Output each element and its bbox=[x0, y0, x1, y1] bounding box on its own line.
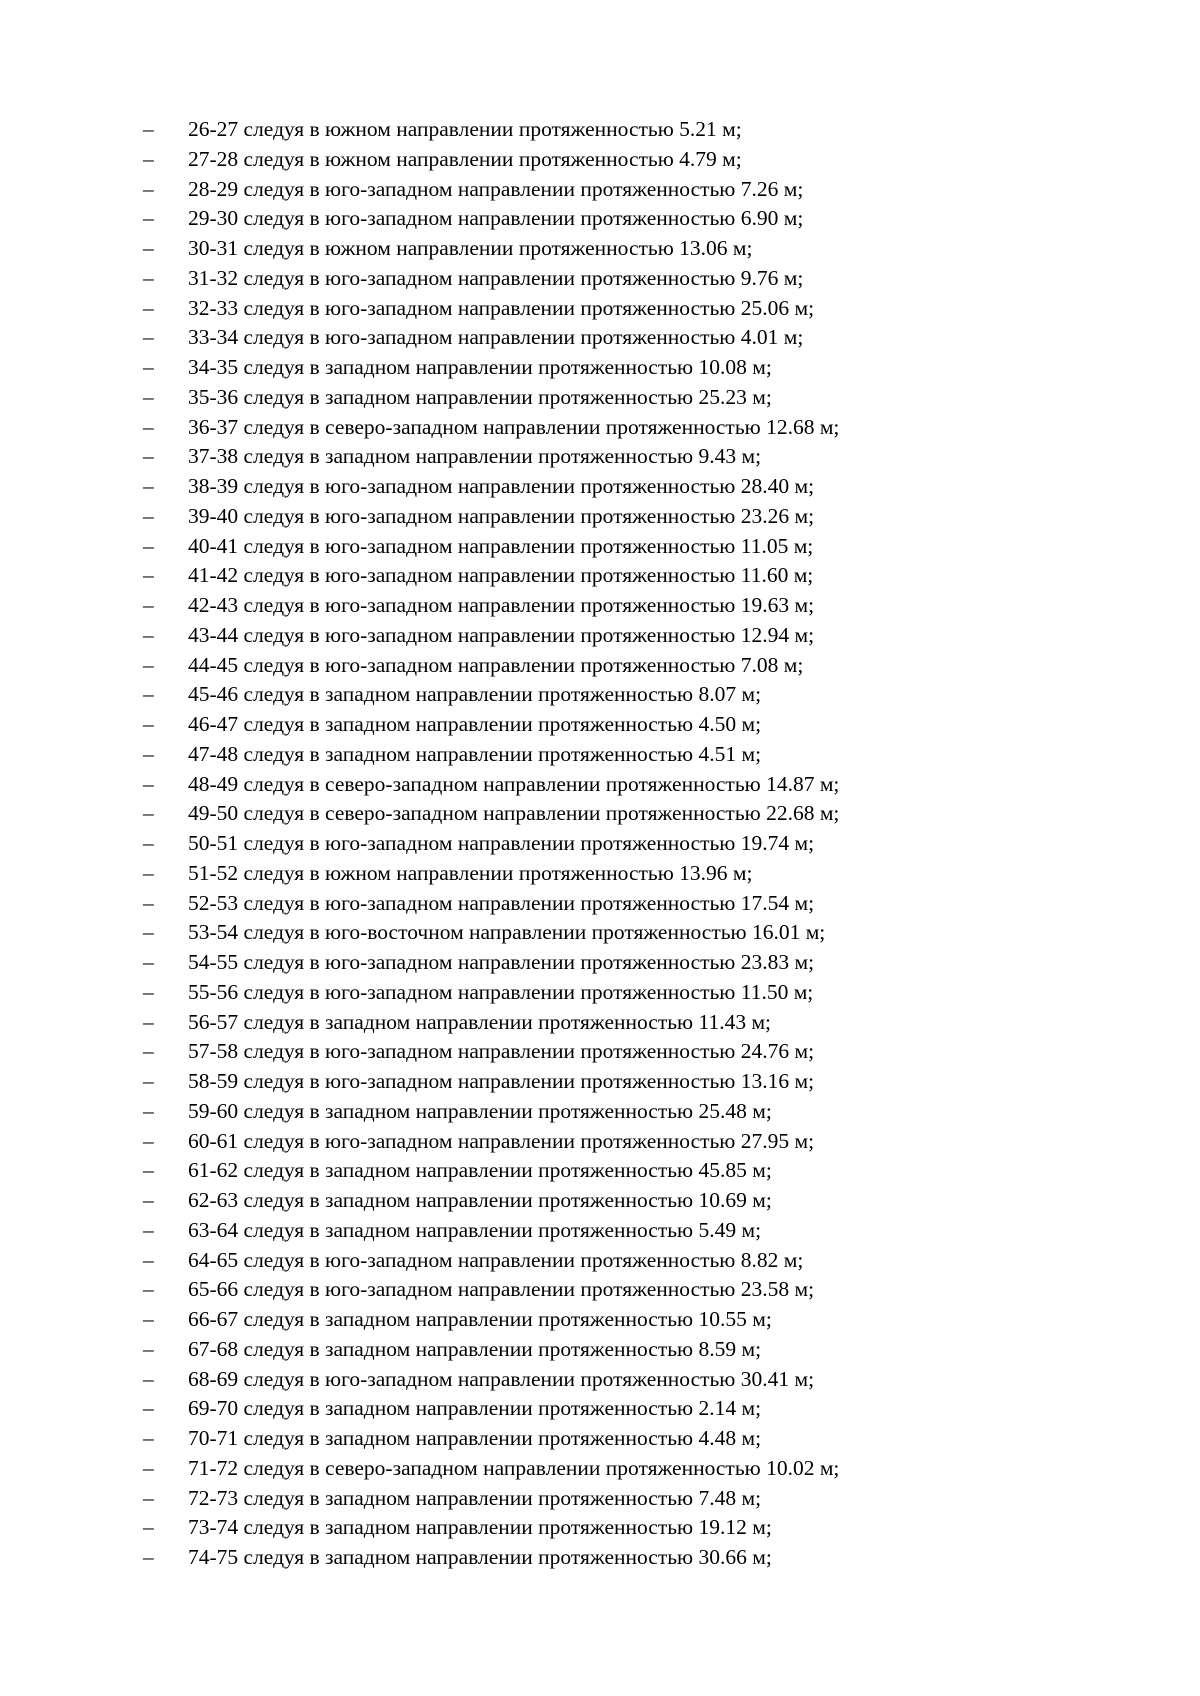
segment-description: 61-62 следуя в западном направлении протяженностью 45.85 м; bbox=[188, 1158, 772, 1183]
segment-description: 54-55 следуя в юго-западном направлении протяженностью 23.83 м; bbox=[188, 950, 815, 974]
segment-description: 50-51 следуя в юго-западном направлении протяженностью 19.74 м; bbox=[188, 831, 815, 855]
segment-description: 47-48 следуя в западном направлении протяженностью 4.51 м; bbox=[188, 741, 762, 766]
segment-description: 45-46 следуя в западном направлении протяженностью 8.07 м; bbox=[188, 682, 762, 707]
segment-description: 55-56 следуя в юго-западном направлении протяженностью 11.50 м; bbox=[188, 979, 814, 1004]
list-bullet-dash: – bbox=[143, 1158, 154, 1183]
list-bullet-dash: – bbox=[143, 920, 154, 945]
list-bullet-dash: – bbox=[143, 117, 154, 141]
list-bullet-dash: – bbox=[143, 682, 154, 707]
segment-description: 72-73 следуя в западном направлении протяженностью 7.48 м; bbox=[188, 1485, 762, 1510]
list-bullet-dash: – bbox=[143, 414, 154, 439]
segment-description: 41-42 следуя в юго-западном направлении протяженностью 11.60 м; bbox=[188, 563, 814, 588]
segment-description: 35-36 следуя в западном направлении протяженностью 25.23 м; bbox=[188, 384, 772, 409]
segment-description: 39-40 следуя в юго-западном направлении протяженностью 23.26 м; bbox=[188, 503, 815, 528]
list-bullet-dash: – bbox=[143, 1009, 154, 1034]
segment-description: 58-59 следуя в юго-западном направлении протяженностью 13.16 м; bbox=[188, 1069, 815, 1093]
list-bullet-dash: – bbox=[143, 1336, 154, 1361]
list-bullet-dash: – bbox=[143, 712, 154, 736]
segment-description: 67-68 следуя в западном направлении протяженностью 8.59 м; bbox=[188, 1336, 762, 1361]
list-bullet-dash: – bbox=[143, 979, 154, 1004]
segment-description: 29-30 следуя в юго-западном направлении протяженностью 6.90 м; bbox=[188, 206, 804, 231]
segment-description: 65-66 следуя в юго-западном направлении протяженностью 23.58 м; bbox=[188, 1277, 815, 1302]
list-bullet-dash: – bbox=[143, 474, 154, 498]
list-bullet-dash: – bbox=[143, 1247, 154, 1272]
segment-description: 42-43 следуя в юго-западном направлении протяженностью 19.63 м; bbox=[188, 593, 815, 617]
segment-description: 46-47 следуя в западном направлении протяженностью 4.50 м; bbox=[188, 712, 762, 736]
segment-description: 27-28 следуя в южном направлении протяженностью 4.79 м; bbox=[188, 146, 742, 171]
segment-description: 64-65 следуя в юго-западном направлении протяженностью 8.82 м; bbox=[188, 1247, 804, 1272]
segment-description: 48-49 следуя в северо-западном направлении протяженностью 14.87 м; bbox=[188, 771, 840, 796]
segment-description: 37-38 следуя в западном направлении протяженностью 9.43 м; bbox=[188, 444, 762, 469]
segment-description: 31-32 следуя в юго-западном направлении протяженностью 9.76 м; bbox=[188, 265, 804, 290]
segment-description: 49-50 следуя в северо-западном направлении протяженностью 22.68 м; bbox=[188, 801, 840, 826]
segment-description: 69-70 следуя в западном направлении протяженностью 2.14 м; bbox=[188, 1396, 762, 1421]
list-bullet-dash: – bbox=[143, 950, 154, 974]
segment-description: 52-53 следуя в юго-западном направлении протяженностью 17.54 м; bbox=[188, 890, 815, 915]
list-bullet-dash: – bbox=[143, 741, 154, 766]
list-bullet-dash: – bbox=[143, 236, 154, 260]
list-bullet-dash: – bbox=[143, 1128, 154, 1153]
list-bullet-dash: – bbox=[143, 1307, 154, 1331]
segment-description: 66-67 следуя в западном направлении протяженностью 10.55 м; bbox=[188, 1307, 772, 1331]
list-bullet-dash: – bbox=[143, 1426, 154, 1450]
segment-description: 56-57 следуя в западном направлении протяженностью 11.43 м; bbox=[188, 1009, 772, 1034]
segment-description: 44-45 следуя в юго-западном направлении протяженностью 7.08 м; bbox=[188, 652, 804, 677]
segment-description: 60-61 следуя в юго-западном направлении протяженностью 27.95 м; bbox=[188, 1128, 815, 1153]
list-bullet-dash: – bbox=[143, 831, 154, 855]
segment-description: 71-72 следуя в северо-западном направлении протяженностью 10.02 м; bbox=[188, 1455, 840, 1480]
list-bullet-dash: – bbox=[143, 325, 154, 350]
segment-description: 73-74 следуя в западном направлении протяженностью 19.12 м; bbox=[188, 1515, 772, 1540]
segment-description: 28-29 следуя в юго-западном направлении протяженностью 7.26 м; bbox=[188, 176, 804, 201]
segment-description: 62-63 следуя в западном направлении протяженностью 10.69 м; bbox=[188, 1188, 772, 1212]
list-bullet-dash: – bbox=[143, 652, 154, 677]
segment-description: 63-64 следуя в западном направлении протяженностью 5.49 м; bbox=[188, 1217, 762, 1242]
list-bullet-dash: – bbox=[143, 890, 154, 915]
list-bullet-dash: – bbox=[143, 1396, 154, 1421]
list-bullet-dash: – bbox=[143, 1098, 154, 1123]
segment-description: 32-33 следуя в юго-западном направлении протяженностью 25.06 м; bbox=[188, 295, 815, 320]
list-bullet-dash: – bbox=[143, 1366, 154, 1391]
list-bullet-dash: – bbox=[143, 206, 154, 231]
segment-description: 57-58 следуя в юго-западном направлении протяженностью 24.76 м; bbox=[188, 1039, 815, 1064]
segment-description: 43-44 следуя в юго-западном направлении протяженностью 12.94 м; bbox=[188, 622, 815, 647]
list-bullet-dash: – bbox=[143, 1485, 154, 1510]
segment-description: 53-54 следуя в юго-восточном направлении протяженностью 16.01 м; bbox=[188, 920, 826, 945]
segment-description: 33-34 следуя в юго-западном направлении протяженностью 4.01 м; bbox=[188, 325, 804, 350]
list-bullet-dash: – bbox=[143, 295, 154, 320]
list-bullet-dash: – bbox=[143, 265, 154, 290]
list-bullet-dash: – bbox=[143, 384, 154, 409]
list-bullet-dash: – bbox=[143, 533, 154, 558]
list-bullet-dash: – bbox=[143, 1277, 154, 1302]
segment-description: 36-37 следуя в северо-западном направлении протяженностью 12.68 м; bbox=[188, 414, 840, 439]
list-bullet-dash: – bbox=[143, 622, 154, 647]
segment-description: 51-52 следуя в южном направлении протяженностью 13.96 м; bbox=[188, 860, 753, 885]
list-bullet-dash: – bbox=[143, 503, 154, 528]
list-bullet-dash: – bbox=[143, 593, 154, 617]
list-bullet-dash: – bbox=[143, 1069, 154, 1093]
segment-description: 26-27 следуя в южном направлении протяженностью 5.21 м; bbox=[188, 117, 742, 141]
segment-description: 38-39 следуя в юго-западном направлении протяженностью 28.40 м; bbox=[188, 474, 815, 498]
list-bullet-dash: – bbox=[143, 860, 154, 885]
segment-description: 34-35 следуя в западном направлении протяженностью 10.08 м; bbox=[188, 355, 772, 379]
list-bullet-dash: – bbox=[143, 771, 154, 796]
list-bullet-dash: – bbox=[143, 1545, 154, 1569]
list-bullet-dash: – bbox=[143, 1039, 154, 1064]
segment-description: 30-31 следуя в южном направлении протяженностью 13.06 м; bbox=[188, 236, 753, 260]
list-bullet-dash: – bbox=[143, 176, 154, 201]
segment-description: 40-41 следуя в юго-западном направлении протяженностью 11.05 м; bbox=[188, 533, 814, 558]
list-bullet-dash: – bbox=[143, 146, 154, 171]
segment-description: 74-75 следуя в западном направлении протяженностью 30.66 м; bbox=[188, 1545, 772, 1569]
list-bullet-dash: – bbox=[143, 563, 154, 588]
list-bullet-dash: – bbox=[143, 1515, 154, 1540]
list-bullet-dash: – bbox=[143, 444, 154, 469]
list-bullet-dash: – bbox=[143, 1188, 154, 1212]
segment-description: 70-71 следуя в западном направлении протяженностью 4.48 м; bbox=[188, 1426, 762, 1450]
list-bullet-dash: – bbox=[143, 801, 154, 826]
list-bullet-dash: – bbox=[143, 1455, 154, 1480]
list-bullet-dash: – bbox=[143, 1217, 154, 1242]
list-bullet-dash: – bbox=[143, 355, 154, 379]
segment-description: 59-60 следуя в западном направлении протяженностью 25.48 м; bbox=[188, 1098, 772, 1123]
segment-description: 68-69 следуя в юго-западном направлении протяженностью 30.41 м; bbox=[188, 1366, 815, 1391]
